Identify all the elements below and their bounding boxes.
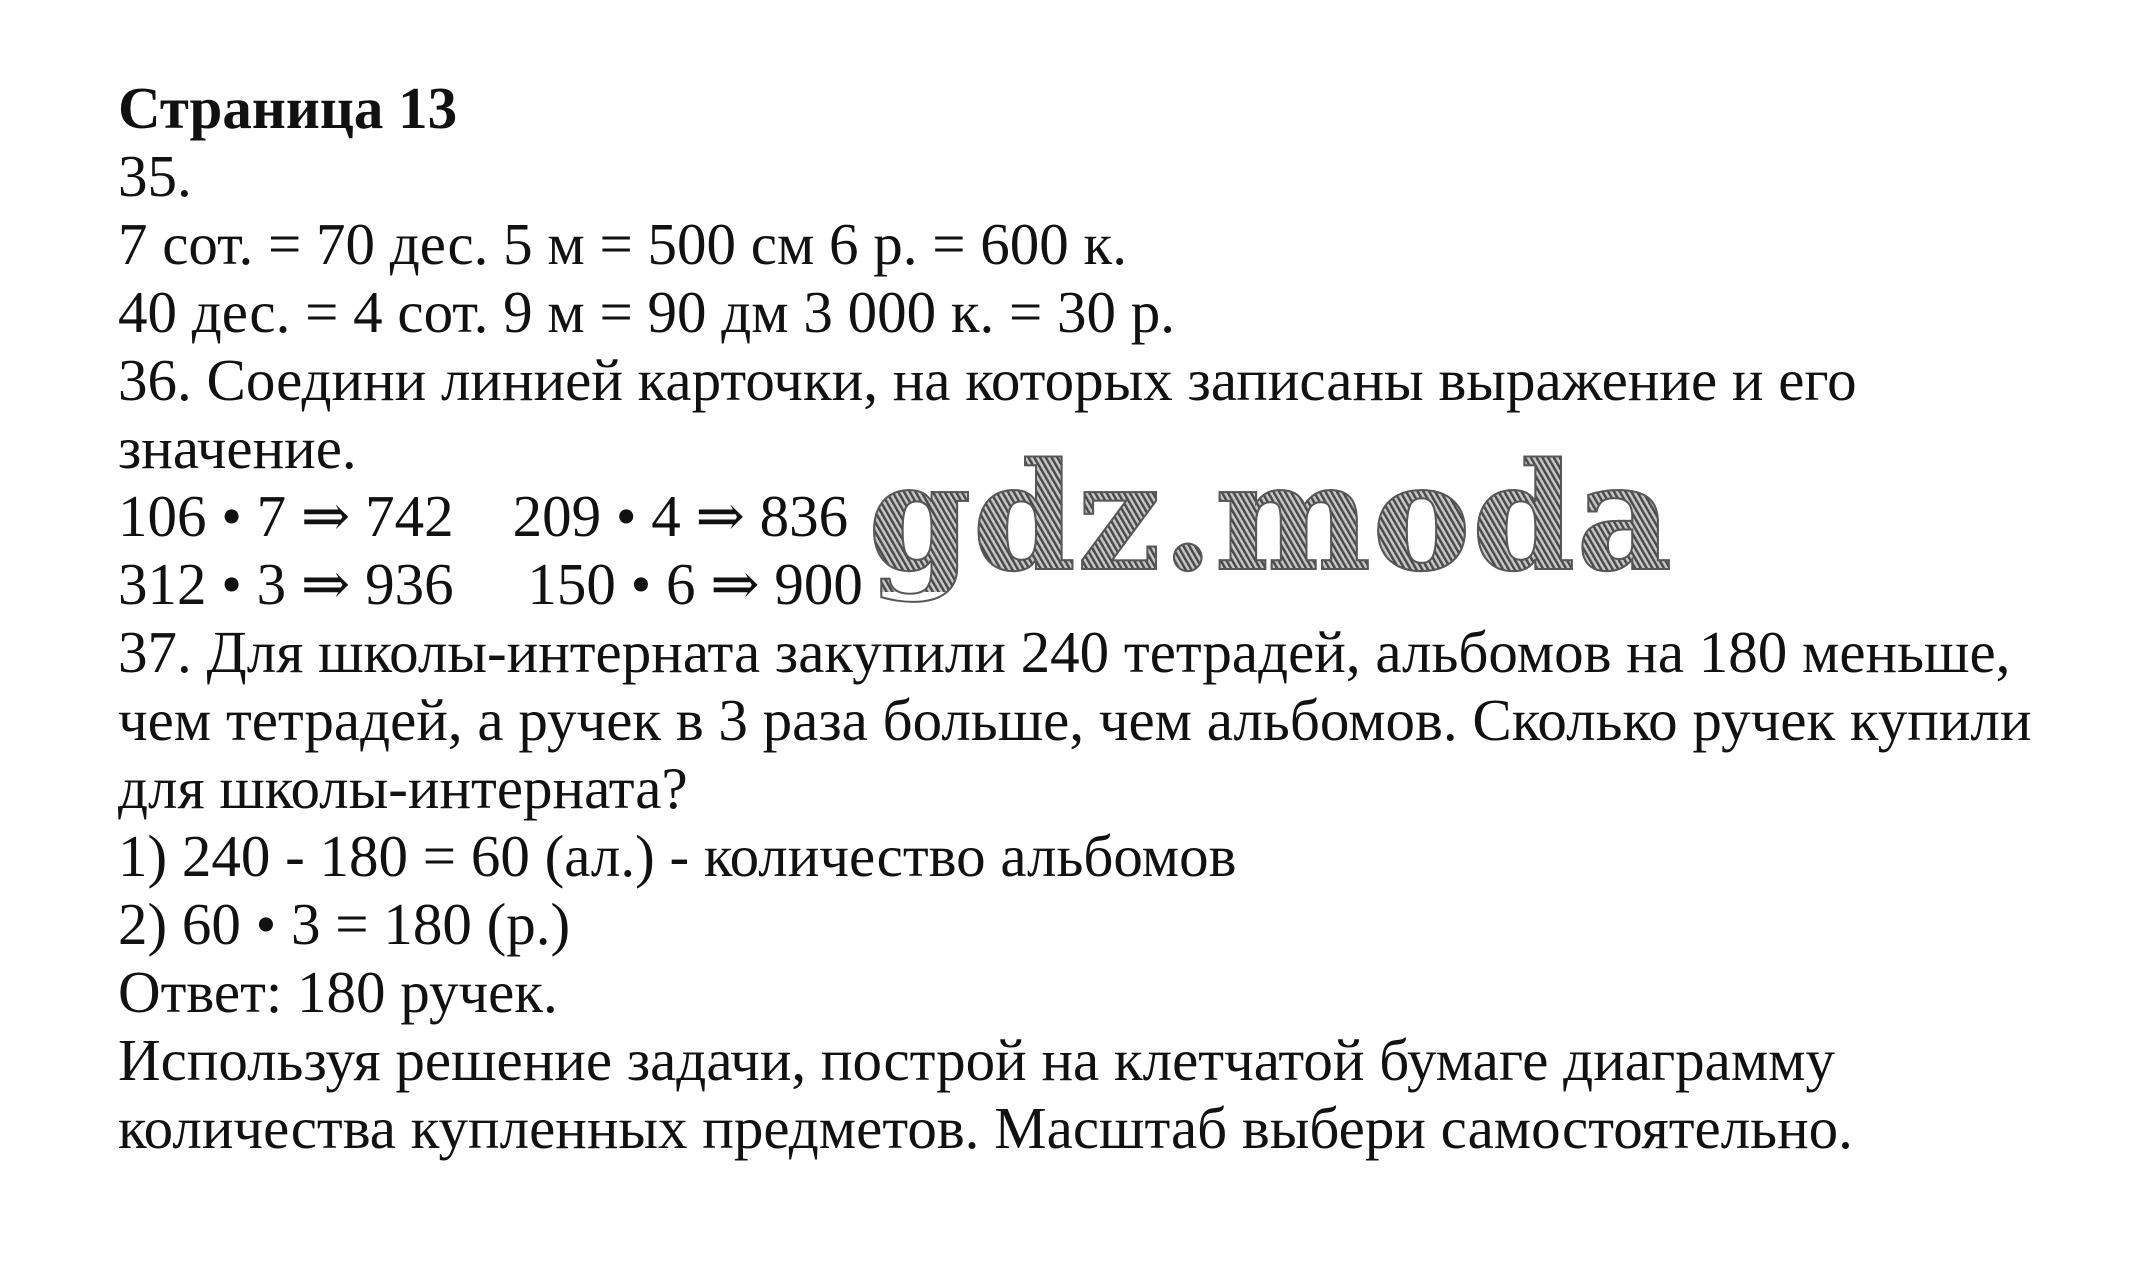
text-line: для школы-интерната? bbox=[118, 755, 688, 821]
document-body bbox=[118, 74, 2078, 1162]
text-line: Используя решение задачи, построй на клетчатой бумаге диаграмму bbox=[118, 1027, 1836, 1093]
text-line: Ответ: 180 ручек. bbox=[118, 959, 558, 1025]
text-line: количества купленных предметов. Масштаб выбери самостоятельно. bbox=[118, 1095, 1853, 1161]
page-title: Страница 13 bbox=[118, 75, 458, 141]
text-line: 2) 60 • 3 = 180 (р.) bbox=[118, 891, 571, 957]
watermark-logo: gdz.moda bbox=[868, 430, 1674, 604]
text-line: 40 дес. = 4 сот. 9 м = 90 дм 3 000 к. = 30 р. bbox=[118, 279, 1176, 345]
text-line: 37. Для школы-интерната закупили 240 тетрадей, альбомов на 180 меньше, bbox=[118, 619, 2011, 685]
text-line: 106 • 7 ⇒ 742 209 • 4 ⇒ 836 bbox=[118, 483, 849, 549]
text-line: 36. Соедини линией карточки, на которых записаны выражение и его bbox=[118, 347, 1857, 413]
text-line: 312 • 3 ⇒ 936 150 • 6 ⇒ 900 bbox=[118, 551, 863, 617]
text-line: чем тетрадей, а ручек в 3 раза больше, чем альбомов. Сколько ручек купили bbox=[118, 687, 2032, 753]
text-line: 7 сот. = 70 дес. 5 м = 500 см 6 р. = 600 к. bbox=[118, 211, 1127, 277]
text-line: значение. bbox=[118, 415, 357, 481]
text-line: 35. bbox=[118, 143, 192, 209]
text-line: 1) 240 - 180 = 60 (ал.) - количество альбомов bbox=[118, 823, 1237, 889]
